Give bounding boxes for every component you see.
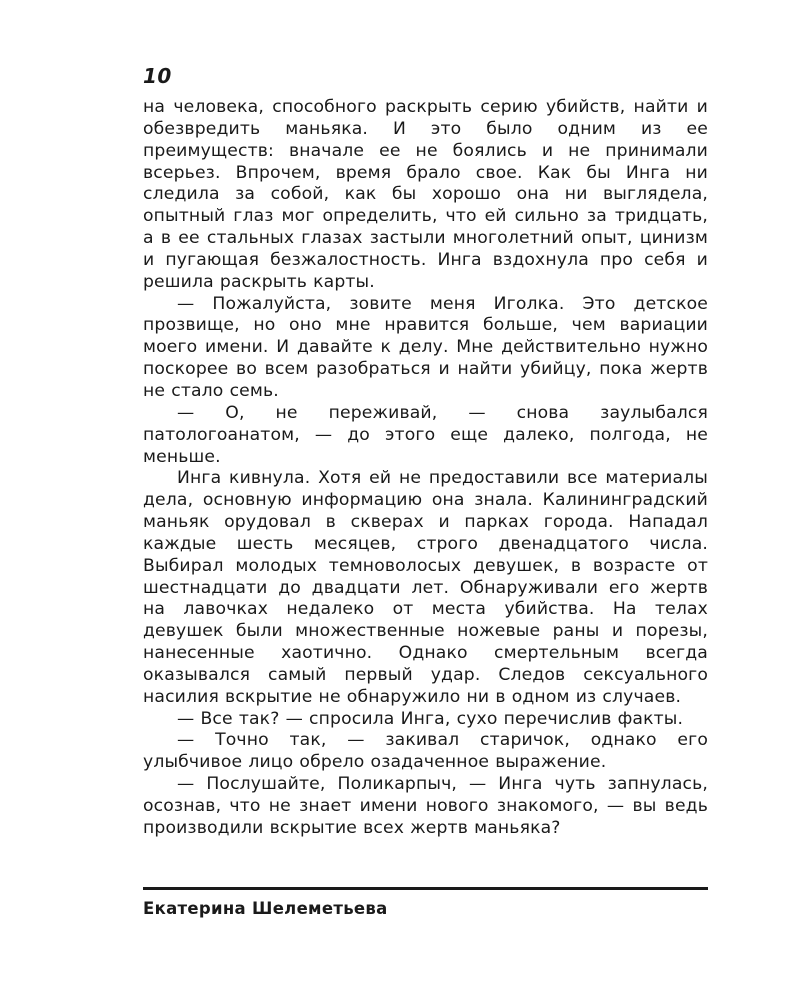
paragraph: — Пожалуйста, зовите меня Иголка. Это детское прозвище, но оно мне нравится больше, чем вариации моего имени. И давайте к делу. Мне действительно нужно поскорее во всем разобраться и найти убийцу, пока жертв не стало семь.	[143, 293, 708, 401]
page-number: 10	[143, 64, 172, 88]
paragraph: — О, не переживай, — снова заулыбался патологоанатом, — до этого еще далеко, полгода, не меньше.	[143, 402, 708, 467]
paragraph: — Послушайте, Поликарпыч, — Инга чуть запнулась, осознав, что не знает имени нового знакомого, — вы ведь производили вскрытие всех жертв маньяка?	[143, 774, 708, 838]
paragraph: на человека, способного раскрыть серию убийств, найти и обезвредить маньяка. И это было одним из ее преимуществ: вначале ее не боялись и не принимали всерьез. Впрочем, время брало свое. Как бы Инга ни следила за собой, как бы хорошо она ни выглядела, опытный глаз мог определить, что ей сильно за тридцать, а в ее стальных глазах застыли многолетний опыт, цинизм и пугающая безжалостность. Инга вздохнула про себя и решила раскрыть карты.	[143, 97, 708, 292]
body-text	[143, 97, 708, 840]
paragraph: Инга кивнула. Хотя ей не предоставили все материалы дела, основную информацию она знала. Калининградский маньяк орудовал в скверах и парках города. Нападал каждые шесть месяцев, строго двенадцатого числа. Выбирал молодых темноволосых девушек, в возрасте от шестнадцати до двадцати лет. Обнаруживали его жертв на лавочках недалеко от места убийства. На телах девушек были множественные ножевые раны и порезы, нанесенные хаотично. Однако смертельным всегда оказывался самый первый удар. Следов сексуального насилия вскрытие не обнаружило ни в одном из случаев.	[143, 468, 708, 707]
paragraph: — Все так? — спросила Инга, сухо перечислив факты.	[177, 708, 684, 729]
footer-author: Екатерина Шелеметьева	[143, 899, 388, 918]
paragraph: — Точно так, — закивал старичок, однако его улыбчивое лицо обрело озадаченное выражение.	[143, 730, 708, 773]
footer-divider	[143, 887, 708, 890]
